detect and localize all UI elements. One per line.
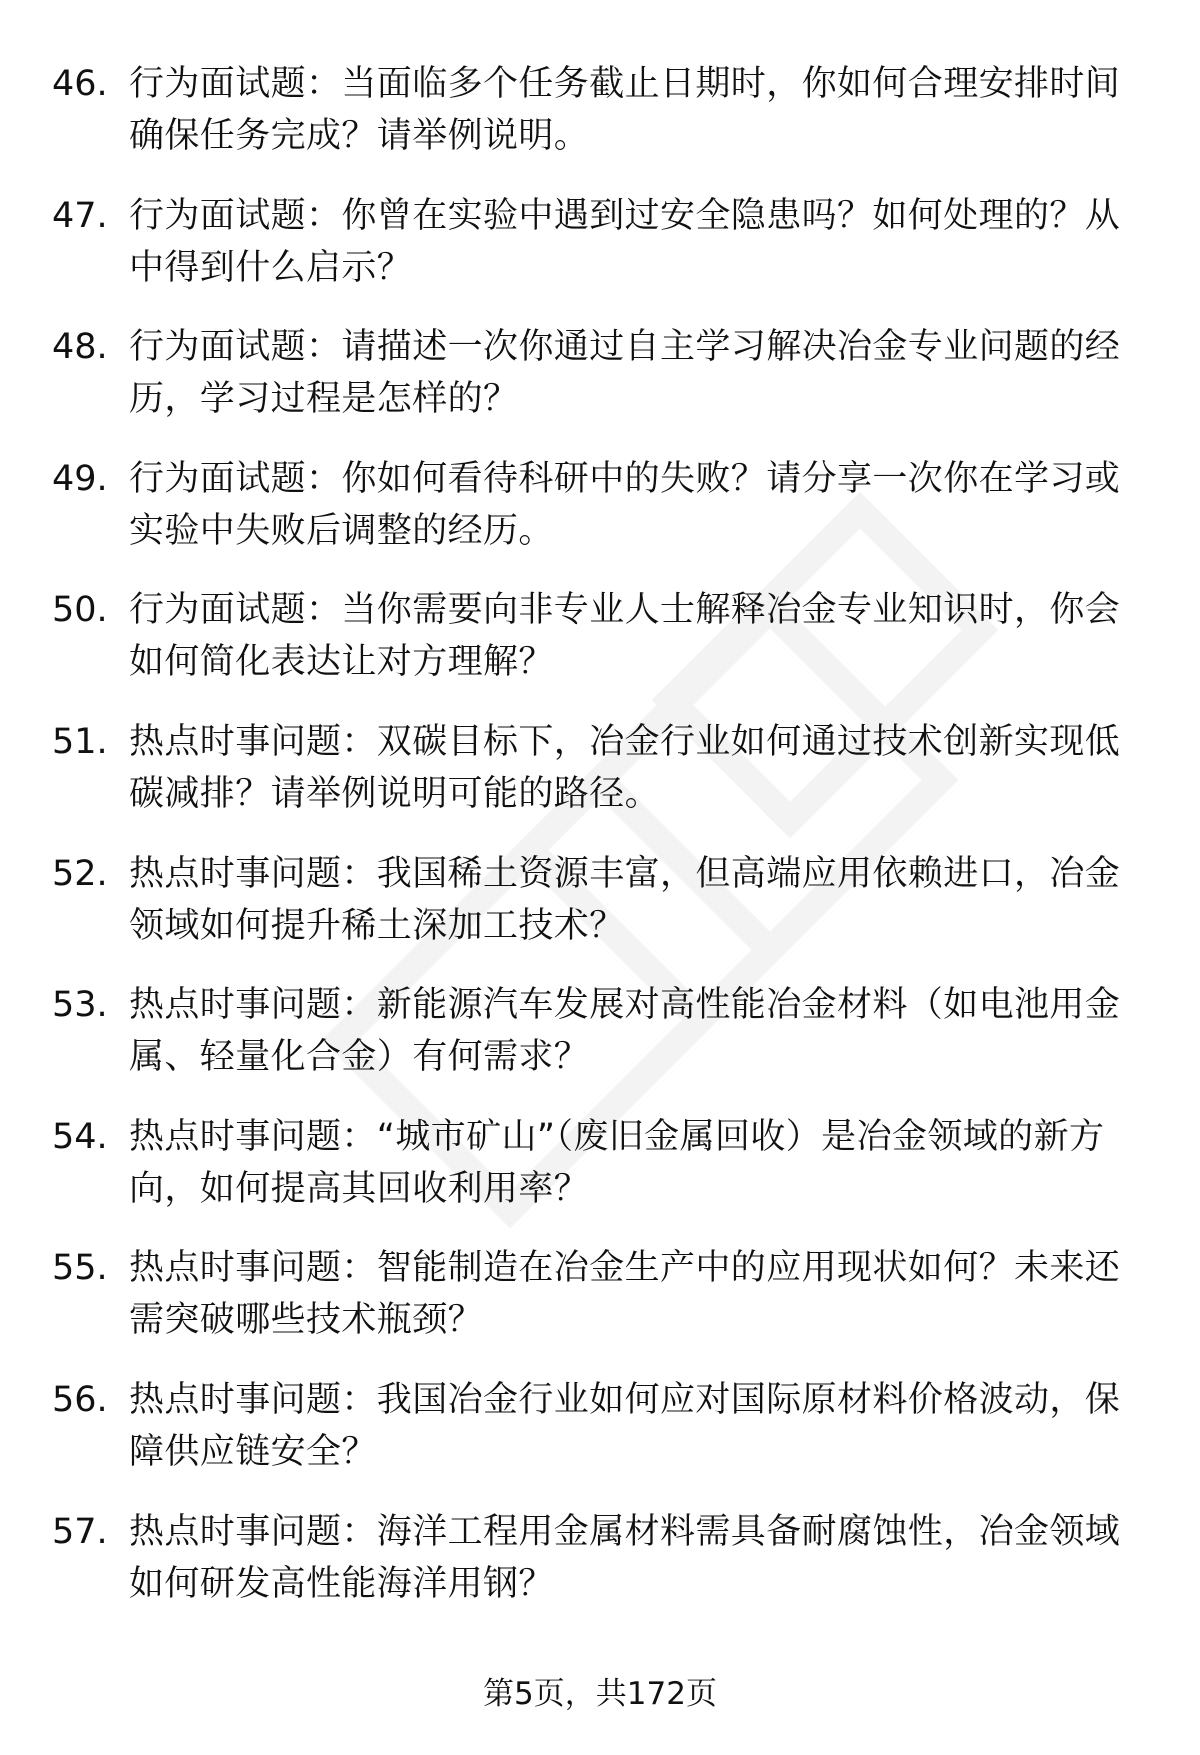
list-item [52, 848, 1152, 980]
question-text: 热点时事问题：“城市矿山”（废旧金属回收）是冶金领域的新方向，如何提高其回收利用率？ [129, 1116, 1105, 1209]
question-number: 56. [52, 1379, 108, 1420]
list-item [52, 1374, 1152, 1506]
question-number: 51. [52, 721, 108, 762]
list-item [52, 979, 1152, 1111]
list-item [52, 1111, 1152, 1243]
question-number: 55. [52, 1248, 108, 1289]
list-item [52, 584, 1152, 716]
question-text: 热点时事问题：双碳目标下，冶金行业如何通过技术创新实现低碳减排？请举例说明可能的路径。 [129, 721, 1121, 814]
list-item [52, 1242, 1152, 1374]
question-number: 54. [52, 1116, 108, 1157]
question-text: 热点时事问题：智能制造在冶金生产中的应用现状如何？未来还需突破哪些技术瓶颈？ [129, 1248, 1121, 1341]
list-item [52, 453, 1152, 585]
question-number: 53. [52, 985, 108, 1026]
question-number: 52. [52, 853, 108, 894]
page-footer: 第5页，共172页 [483, 1676, 717, 1712]
question-number: 46. [52, 64, 108, 104]
question-text: 行为面试题：你曾在实验中遇到过安全隐患吗？如何处理的？从中得到什么启示？ [129, 195, 1121, 288]
question-text: 行为面试题：当面临多个任务截止日期时，你如何合理安排时间确保任务完成？请举例说明。 [129, 64, 1121, 156]
list-item [52, 1506, 1152, 1638]
question-text: 热点时事问题：我国冶金行业如何应对国际原材料价格波动，保障供应链安全？ [129, 1379, 1121, 1472]
question-text: 热点时事问题：海洋工程用金属材料需具备耐腐蚀性，冶金领域如何研发高性能海洋用钢？ [129, 1511, 1121, 1604]
question-number: 50. [52, 590, 108, 631]
list-item [52, 190, 1152, 322]
question-text: 行为面试题：当你需要向非专业人士解释冶金专业知识时，你会如何简化表达让对方理解？ [129, 590, 1121, 683]
list-item [52, 321, 1152, 453]
question-text: 热点时事问题：我国稀土资源丰富，但高端应用依赖进口，冶金领域如何提升稀土深加工技术？ [129, 853, 1121, 946]
question-number: 49. [52, 458, 108, 499]
list-item [52, 58, 1152, 190]
question-number: 48. [52, 327, 108, 368]
question-number: 57. [52, 1511, 108, 1552]
list-item [52, 716, 1152, 848]
question-text: 热点时事问题：新能源汽车发展对高性能冶金材料（如电池用金属、轻量化合金）有何需求？ [129, 985, 1121, 1078]
question-text: 行为面试题：请描述一次你通过自主学习解决冶金专业问题的经历，学习过程是怎样的？ [129, 327, 1121, 420]
question-list [52, 58, 1152, 1637]
question-number: 47. [52, 195, 108, 236]
question-text: 行为面试题：你如何看待科研中的失败？请分享一次你在学习或实验中失败后调整的经历。 [129, 458, 1121, 551]
